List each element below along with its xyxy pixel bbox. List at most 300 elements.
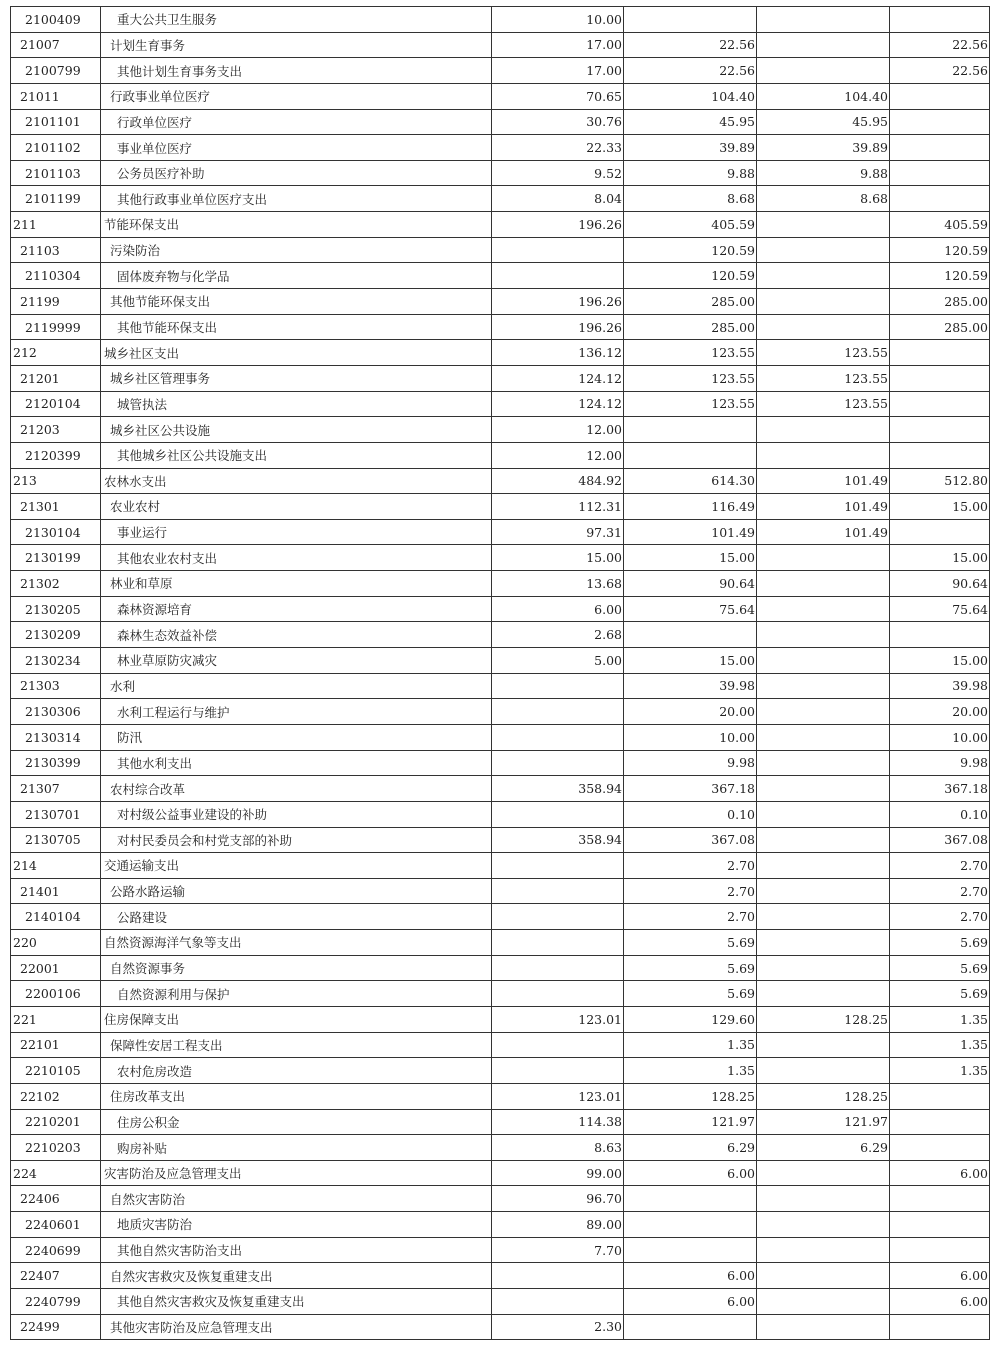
value-cell-1: 89.00	[492, 1212, 624, 1238]
value-cell-4	[890, 442, 990, 468]
subject-name-cell: 自然灾害防治	[101, 1186, 492, 1212]
subject-code-cell: 213	[11, 468, 101, 494]
subject-name-cell: 其他农业农村支出	[101, 545, 492, 571]
value-cell-2: 15.00	[624, 648, 757, 674]
value-cell-2	[624, 7, 757, 33]
table-row	[11, 1186, 990, 1212]
value-cell-2	[624, 1314, 757, 1340]
value-cell-4: 1.35	[890, 1006, 990, 1032]
value-cell-3	[757, 981, 890, 1007]
value-cell-3	[757, 545, 890, 571]
table-row	[11, 930, 990, 956]
value-cell-2	[624, 1212, 757, 1238]
value-cell-4	[890, 109, 990, 135]
value-cell-2: 120.59	[624, 263, 757, 289]
value-cell-3	[757, 827, 890, 853]
table-row	[11, 1135, 990, 1161]
value-cell-2: 6.00	[624, 1160, 757, 1186]
value-cell-4: 1.35	[890, 1032, 990, 1058]
value-cell-1: 112.31	[492, 494, 624, 520]
value-cell-2: 104.40	[624, 83, 757, 109]
subject-name-cell: 其他水利支出	[101, 750, 492, 776]
subject-name-cell: 自然资源事务	[101, 955, 492, 981]
value-cell-3	[757, 263, 890, 289]
value-cell-4: 1.35	[890, 1058, 990, 1084]
table-row	[11, 1083, 990, 1109]
value-cell-1: 96.70	[492, 1186, 624, 1212]
table-row	[11, 340, 990, 366]
value-cell-4	[890, 186, 990, 212]
table-row	[11, 237, 990, 263]
value-cell-3	[757, 1263, 890, 1289]
subject-code-cell: 2119999	[11, 314, 101, 340]
value-cell-3: 101.49	[757, 494, 890, 520]
subject-name-cell: 水利	[101, 673, 492, 699]
subject-code-cell: 2130399	[11, 750, 101, 776]
subject-name-cell: 其他节能环保支出	[101, 289, 492, 315]
value-cell-2: 22.56	[624, 58, 757, 84]
value-cell-4: 367.08	[890, 827, 990, 853]
value-cell-4: 120.59	[890, 263, 990, 289]
subject-name-cell: 公务员医疗补助	[101, 160, 492, 186]
value-cell-4: 15.00	[890, 494, 990, 520]
table-row	[11, 904, 990, 930]
value-cell-2: 6.29	[624, 1135, 757, 1161]
value-cell-3: 39.89	[757, 135, 890, 161]
subject-name-cell: 住房公积金	[101, 1109, 492, 1135]
value-cell-1: 6.00	[492, 596, 624, 622]
table-body	[11, 7, 990, 1340]
value-cell-1: 136.12	[492, 340, 624, 366]
value-cell-2: 120.59	[624, 237, 757, 263]
value-cell-3	[757, 237, 890, 263]
subject-code-cell: 2130209	[11, 622, 101, 648]
subject-code-cell: 21302	[11, 571, 101, 597]
value-cell-3	[757, 1237, 890, 1263]
value-cell-2: 2.70	[624, 904, 757, 930]
value-cell-4: 405.59	[890, 212, 990, 238]
subject-code-cell: 2120399	[11, 442, 101, 468]
value-cell-2: 285.00	[624, 314, 757, 340]
subject-name-cell: 农村综合改革	[101, 776, 492, 802]
subject-name-cell: 计划生育事务	[101, 32, 492, 58]
table-row	[11, 1160, 990, 1186]
value-cell-4: 285.00	[890, 314, 990, 340]
subject-code-cell: 22001	[11, 955, 101, 981]
value-cell-1: 99.00	[492, 1160, 624, 1186]
table-row	[11, 1109, 990, 1135]
subject-code-cell: 2130314	[11, 724, 101, 750]
value-cell-1: 5.00	[492, 648, 624, 674]
subject-name-cell: 保障性安居工程支出	[101, 1032, 492, 1058]
table-row	[11, 981, 990, 1007]
subject-name-cell: 自然资源利用与保护	[101, 981, 492, 1007]
table-row	[11, 58, 990, 84]
value-cell-4: 2.70	[890, 853, 990, 879]
value-cell-3	[757, 58, 890, 84]
subject-name-cell: 林业草原防灾减灾	[101, 648, 492, 674]
table-row	[11, 750, 990, 776]
value-cell-4: 22.56	[890, 58, 990, 84]
value-cell-1: 196.26	[492, 212, 624, 238]
subject-name-cell: 林业和草原	[101, 571, 492, 597]
value-cell-3	[757, 1160, 890, 1186]
subject-name-cell: 节能环保支出	[101, 212, 492, 238]
value-cell-4: 5.69	[890, 930, 990, 956]
subject-name-cell: 住房保障支出	[101, 1006, 492, 1032]
value-cell-3	[757, 648, 890, 674]
value-cell-4: 5.69	[890, 955, 990, 981]
subject-code-cell: 2120104	[11, 391, 101, 417]
value-cell-1: 8.04	[492, 186, 624, 212]
subject-code-cell: 2130705	[11, 827, 101, 853]
value-cell-3	[757, 442, 890, 468]
value-cell-2: 121.97	[624, 1109, 757, 1135]
subject-name-cell: 其他自然灾害救灾及恢复重建支出	[101, 1289, 492, 1315]
table-row	[11, 724, 990, 750]
value-cell-1	[492, 1289, 624, 1315]
table-row	[11, 468, 990, 494]
value-cell-3	[757, 1186, 890, 1212]
subject-code-cell: 212	[11, 340, 101, 366]
value-cell-1: 358.94	[492, 776, 624, 802]
value-cell-2: 15.00	[624, 545, 757, 571]
value-cell-3: 123.55	[757, 391, 890, 417]
value-cell-2	[624, 417, 757, 443]
value-cell-4	[890, 1212, 990, 1238]
subject-name-cell: 城乡社区公共设施	[101, 417, 492, 443]
subject-code-cell: 2130205	[11, 596, 101, 622]
subject-code-cell: 211	[11, 212, 101, 238]
subject-code-cell: 2130701	[11, 801, 101, 827]
subject-code-cell: 21007	[11, 32, 101, 58]
value-cell-1: 124.12	[492, 391, 624, 417]
value-cell-2: 5.69	[624, 981, 757, 1007]
value-cell-3	[757, 699, 890, 725]
value-cell-3	[757, 1212, 890, 1238]
value-cell-1	[492, 750, 624, 776]
value-cell-4	[890, 1314, 990, 1340]
value-cell-2: 614.30	[624, 468, 757, 494]
budget-table-sheet	[10, 6, 990, 1340]
subject-code-cell: 220	[11, 930, 101, 956]
value-cell-4: 22.56	[890, 32, 990, 58]
value-cell-4	[890, 83, 990, 109]
subject-code-cell: 214	[11, 853, 101, 879]
value-cell-3	[757, 1314, 890, 1340]
value-cell-3	[757, 955, 890, 981]
value-cell-3: 101.49	[757, 468, 890, 494]
value-cell-4	[890, 135, 990, 161]
value-cell-4: 367.18	[890, 776, 990, 802]
table-row	[11, 135, 990, 161]
value-cell-4	[890, 519, 990, 545]
subject-code-cell: 21401	[11, 878, 101, 904]
table-row	[11, 1032, 990, 1058]
value-cell-4	[890, 365, 990, 391]
value-cell-2: 2.70	[624, 878, 757, 904]
table-row	[11, 776, 990, 802]
table-row	[11, 1006, 990, 1032]
table-row	[11, 673, 990, 699]
value-cell-1: 12.00	[492, 417, 624, 443]
table-row	[11, 699, 990, 725]
table-row	[11, 622, 990, 648]
value-cell-1	[492, 878, 624, 904]
value-cell-2: 123.55	[624, 340, 757, 366]
value-cell-2: 90.64	[624, 571, 757, 597]
subject-code-cell: 22499	[11, 1314, 101, 1340]
subject-name-cell: 农村危房改造	[101, 1058, 492, 1084]
table-row	[11, 571, 990, 597]
value-cell-2: 128.25	[624, 1083, 757, 1109]
value-cell-1	[492, 930, 624, 956]
value-cell-3: 104.40	[757, 83, 890, 109]
subject-name-cell: 农林水支出	[101, 468, 492, 494]
value-cell-2: 9.88	[624, 160, 757, 186]
table-row	[11, 519, 990, 545]
value-cell-2: 367.18	[624, 776, 757, 802]
value-cell-2: 367.08	[624, 827, 757, 853]
value-cell-2: 405.59	[624, 212, 757, 238]
value-cell-1: 2.30	[492, 1314, 624, 1340]
value-cell-4	[890, 622, 990, 648]
value-cell-1: 124.12	[492, 365, 624, 391]
value-cell-2: 1.35	[624, 1032, 757, 1058]
subject-code-cell: 22407	[11, 1263, 101, 1289]
value-cell-3	[757, 904, 890, 930]
value-cell-3	[757, 571, 890, 597]
table-row	[11, 7, 990, 33]
subject-code-cell: 2140104	[11, 904, 101, 930]
value-cell-4	[890, 417, 990, 443]
subject-name-cell: 其他节能环保支出	[101, 314, 492, 340]
subject-code-cell: 21199	[11, 289, 101, 315]
subject-name-cell: 对村民委员会和村党支部的补助	[101, 827, 492, 853]
subject-code-cell: 2130104	[11, 519, 101, 545]
value-cell-2: 39.89	[624, 135, 757, 161]
value-cell-2: 39.98	[624, 673, 757, 699]
value-cell-2: 1.35	[624, 1058, 757, 1084]
value-cell-1: 196.26	[492, 314, 624, 340]
subject-code-cell: 21303	[11, 673, 101, 699]
subject-code-cell: 2210105	[11, 1058, 101, 1084]
value-cell-1	[492, 1263, 624, 1289]
value-cell-1: 484.92	[492, 468, 624, 494]
subject-name-cell: 购房补贴	[101, 1135, 492, 1161]
value-cell-4: 90.64	[890, 571, 990, 597]
subject-name-cell: 森林资源培育	[101, 596, 492, 622]
value-cell-1: 114.38	[492, 1109, 624, 1135]
subject-name-cell: 其他城乡社区公共设施支出	[101, 442, 492, 468]
value-cell-4: 6.00	[890, 1263, 990, 1289]
subject-code-cell: 21203	[11, 417, 101, 443]
value-cell-1: 123.01	[492, 1083, 624, 1109]
subject-name-cell: 城管执法	[101, 391, 492, 417]
value-cell-1	[492, 699, 624, 725]
value-cell-1: 2.68	[492, 622, 624, 648]
value-cell-2: 6.00	[624, 1289, 757, 1315]
table-row	[11, 212, 990, 238]
value-cell-1: 123.01	[492, 1006, 624, 1032]
value-cell-1	[492, 724, 624, 750]
table-row	[11, 314, 990, 340]
subject-name-cell: 自然灾害救灾及恢复重建支出	[101, 1263, 492, 1289]
value-cell-3: 121.97	[757, 1109, 890, 1135]
value-cell-3	[757, 32, 890, 58]
value-cell-2: 75.64	[624, 596, 757, 622]
subject-name-cell: 重大公共卫生服务	[101, 7, 492, 33]
table-row	[11, 1212, 990, 1238]
value-cell-2: 45.95	[624, 109, 757, 135]
table-row	[11, 853, 990, 879]
value-cell-4	[890, 1237, 990, 1263]
value-cell-3	[757, 801, 890, 827]
table-row	[11, 365, 990, 391]
value-cell-1	[492, 955, 624, 981]
value-cell-3: 45.95	[757, 109, 890, 135]
subject-code-cell: 21103	[11, 237, 101, 263]
table-row	[11, 648, 990, 674]
table-row	[11, 1289, 990, 1315]
value-cell-3	[757, 1032, 890, 1058]
subject-code-cell: 22101	[11, 1032, 101, 1058]
value-cell-1	[492, 853, 624, 879]
subject-code-cell: 2240799	[11, 1289, 101, 1315]
value-cell-2	[624, 1237, 757, 1263]
subject-name-cell: 事业单位医疗	[101, 135, 492, 161]
table-row	[11, 1237, 990, 1263]
value-cell-4: 75.64	[890, 596, 990, 622]
value-cell-4: 15.00	[890, 648, 990, 674]
value-cell-4	[890, 1135, 990, 1161]
value-cell-1: 9.52	[492, 160, 624, 186]
value-cell-3	[757, 878, 890, 904]
subject-name-cell: 自然资源海洋气象等支出	[101, 930, 492, 956]
value-cell-1: 70.65	[492, 83, 624, 109]
value-cell-3	[757, 1289, 890, 1315]
value-cell-3	[757, 622, 890, 648]
subject-name-cell: 水利工程运行与维护	[101, 699, 492, 725]
value-cell-1: 97.31	[492, 519, 624, 545]
value-cell-4: 0.10	[890, 801, 990, 827]
subject-code-cell: 2210201	[11, 1109, 101, 1135]
value-cell-2: 10.00	[624, 724, 757, 750]
subject-name-cell: 公路水路运输	[101, 878, 492, 904]
value-cell-3	[757, 289, 890, 315]
subject-name-cell: 住房改革支出	[101, 1083, 492, 1109]
value-cell-1: 8.63	[492, 1135, 624, 1161]
value-cell-2	[624, 1186, 757, 1212]
value-cell-4: 9.98	[890, 750, 990, 776]
value-cell-2: 0.10	[624, 801, 757, 827]
value-cell-3: 128.25	[757, 1083, 890, 1109]
value-cell-3: 123.55	[757, 340, 890, 366]
value-cell-1: 12.00	[492, 442, 624, 468]
value-cell-1: 30.76	[492, 109, 624, 135]
value-cell-1	[492, 904, 624, 930]
table-row	[11, 417, 990, 443]
value-cell-2: 22.56	[624, 32, 757, 58]
table-row	[11, 494, 990, 520]
value-cell-4: 5.69	[890, 981, 990, 1007]
subject-code-cell: 2101199	[11, 186, 101, 212]
subject-code-cell: 2130306	[11, 699, 101, 725]
subject-name-cell: 农业农村	[101, 494, 492, 520]
value-cell-1	[492, 801, 624, 827]
value-cell-2: 123.55	[624, 365, 757, 391]
subject-name-cell: 城乡社区管理事务	[101, 365, 492, 391]
value-cell-3	[757, 724, 890, 750]
value-cell-3	[757, 776, 890, 802]
table-row	[11, 289, 990, 315]
subject-code-cell: 2210203	[11, 1135, 101, 1161]
table-row	[11, 827, 990, 853]
subject-name-cell: 固体废弃物与化学品	[101, 263, 492, 289]
subject-code-cell: 21201	[11, 365, 101, 391]
table-row	[11, 32, 990, 58]
budget-table	[10, 6, 990, 1340]
value-cell-2: 5.69	[624, 930, 757, 956]
subject-code-cell: 21307	[11, 776, 101, 802]
value-cell-2: 5.69	[624, 955, 757, 981]
table-row	[11, 109, 990, 135]
subject-name-cell: 公路建设	[101, 904, 492, 930]
value-cell-4: 2.70	[890, 878, 990, 904]
value-cell-4: 2.70	[890, 904, 990, 930]
value-cell-3	[757, 930, 890, 956]
value-cell-2: 2.70	[624, 853, 757, 879]
value-cell-3	[757, 673, 890, 699]
value-cell-1: 196.26	[492, 289, 624, 315]
value-cell-3: 101.49	[757, 519, 890, 545]
subject-code-cell: 2240601	[11, 1212, 101, 1238]
value-cell-1: 7.70	[492, 1237, 624, 1263]
table-row	[11, 955, 990, 981]
value-cell-2: 8.68	[624, 186, 757, 212]
value-cell-1	[492, 673, 624, 699]
value-cell-3: 9.88	[757, 160, 890, 186]
table-row	[11, 391, 990, 417]
value-cell-3: 8.68	[757, 186, 890, 212]
value-cell-3: 123.55	[757, 365, 890, 391]
value-cell-1: 15.00	[492, 545, 624, 571]
table-row	[11, 442, 990, 468]
value-cell-2	[624, 442, 757, 468]
value-cell-4: 10.00	[890, 724, 990, 750]
value-cell-4: 39.98	[890, 673, 990, 699]
subject-name-cell: 其他计划生育事务支出	[101, 58, 492, 84]
value-cell-2: 116.49	[624, 494, 757, 520]
subject-name-cell: 交通运输支出	[101, 853, 492, 879]
table-row	[11, 186, 990, 212]
subject-code-cell: 2101101	[11, 109, 101, 135]
value-cell-1: 358.94	[492, 827, 624, 853]
subject-code-cell: 2100409	[11, 7, 101, 33]
table-row	[11, 545, 990, 571]
subject-code-cell: 2200106	[11, 981, 101, 1007]
subject-name-cell: 其他行政事业单位医疗支出	[101, 186, 492, 212]
value-cell-1	[492, 1032, 624, 1058]
subject-code-cell: 2130199	[11, 545, 101, 571]
subject-name-cell: 防汛	[101, 724, 492, 750]
subject-code-cell: 2101103	[11, 160, 101, 186]
value-cell-4: 20.00	[890, 699, 990, 725]
value-cell-1: 22.33	[492, 135, 624, 161]
value-cell-2: 20.00	[624, 699, 757, 725]
subject-code-cell: 221	[11, 1006, 101, 1032]
table-row	[11, 596, 990, 622]
